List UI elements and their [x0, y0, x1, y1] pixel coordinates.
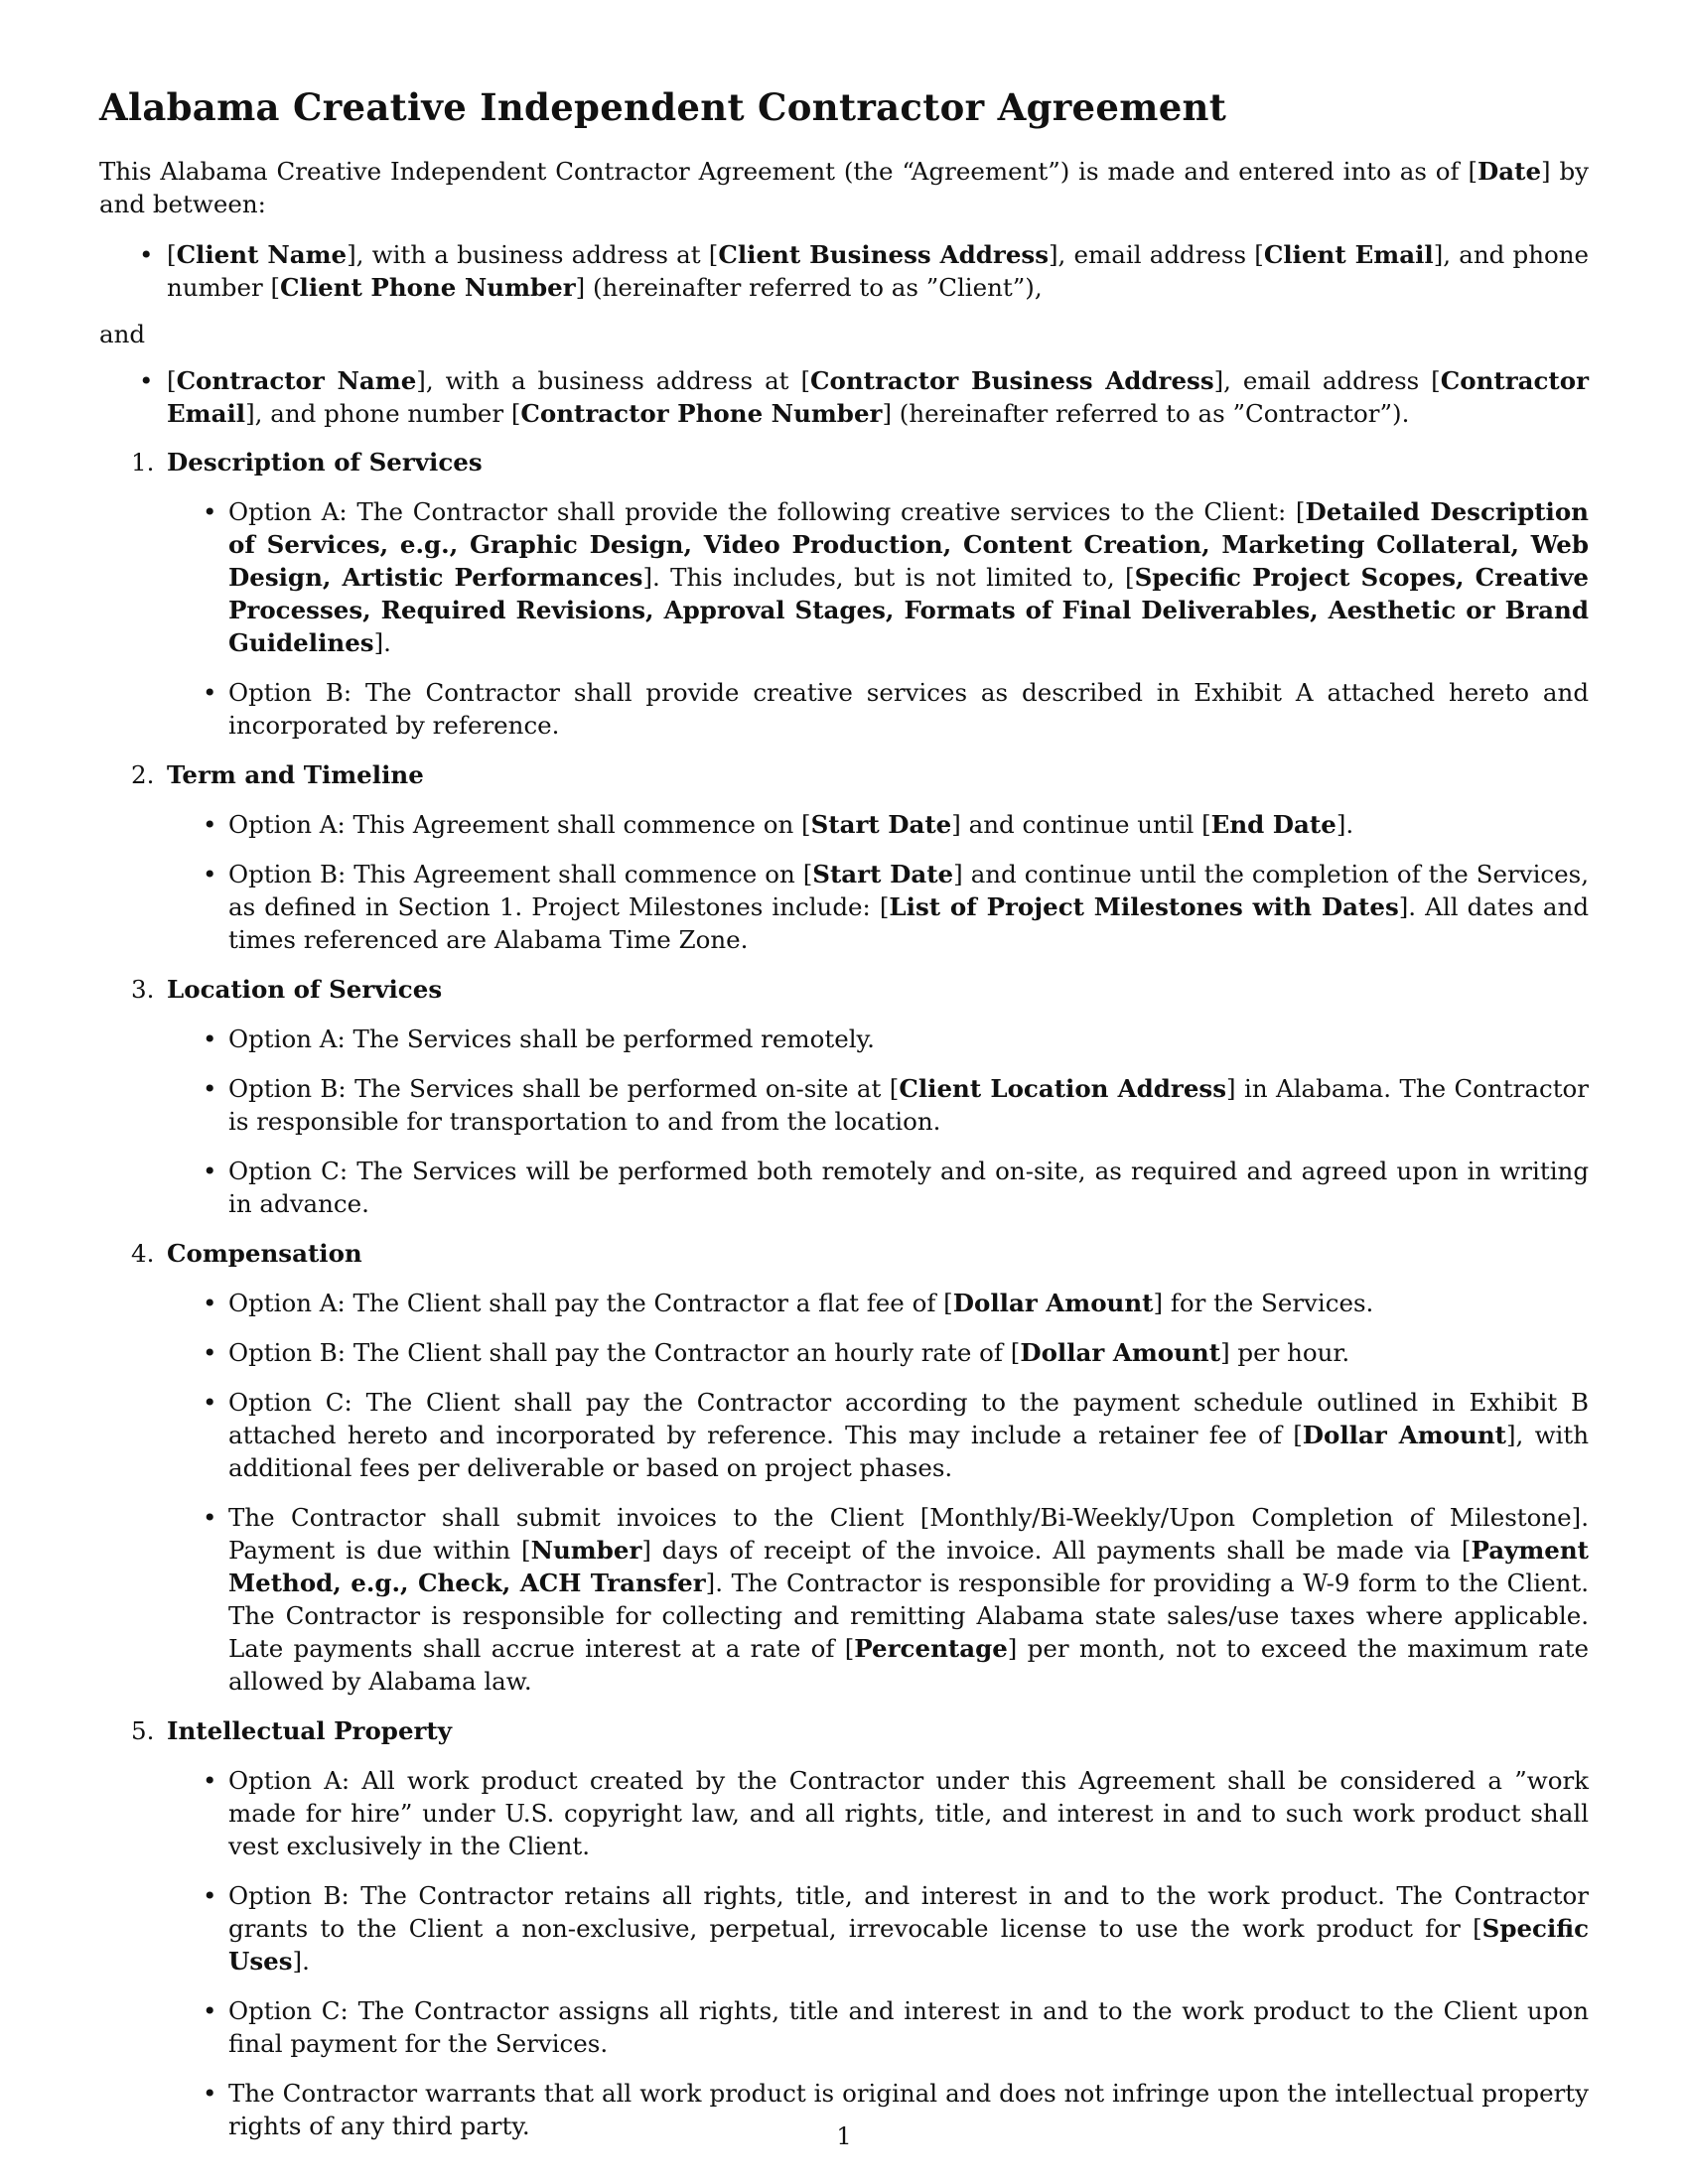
- sections-list: [99, 446, 1589, 2142]
- placeholder: End Date: [1210, 810, 1336, 839]
- placeholder-client-name: Client Name: [176, 240, 348, 269]
- option-item: [228, 495, 1589, 659]
- text: ] (hereinafter referred to as ”Client”),: [575, 273, 1043, 302]
- section-options: [167, 1023, 1589, 1220]
- section-term-and-timeline: [131, 758, 1589, 956]
- text: Option C: The Client shall pay the Contractor according to the payment schedule outlined in Exhibit B attached hereto and incorporated by reference. This may include a retainer fee of [: [228, 1388, 1589, 1449]
- section-options: [167, 1764, 1589, 2142]
- text: ] for the Services.: [1153, 1289, 1374, 1317]
- option-item: [228, 1386, 1589, 1484]
- text: Option B: This Agreement shall commence on [: [228, 860, 813, 888]
- option-item: [228, 1879, 1589, 1978]
- placeholder-contractor-email: Contractor Email: [167, 366, 1589, 428]
- text: ] by and between:: [99, 157, 1589, 218]
- option-item: [228, 858, 1589, 956]
- placeholder: Specific Project Scopes, Creative Processes, Required Revisions, Approval Stages, Formats of Final Deliverables, Aesthetic or Brand Guidelines: [228, 563, 1589, 657]
- section-compensation: [131, 1237, 1589, 1698]
- section-number: 4.: [131, 1239, 155, 1268]
- placeholder: Client Location Address: [899, 1074, 1226, 1103]
- text: ] per month, not to exceed the maximum rate allowed by Alabama law.: [228, 1634, 1589, 1696]
- text: ]. All dates and times referenced are Alabama Time Zone.: [228, 892, 1589, 954]
- text: ], and phone number [: [167, 240, 1590, 302]
- text: [: [167, 366, 177, 395]
- text: ], with a business address at [: [347, 240, 719, 269]
- text: [: [167, 240, 177, 269]
- section-number: 5.: [131, 1716, 155, 1745]
- text: ] (hereinafter referred to as ”Contractor”).: [882, 399, 1410, 428]
- section-options: [167, 808, 1589, 956]
- section-title: Compensation: [167, 1239, 362, 1268]
- placeholder: Number: [530, 1536, 642, 1565]
- option-item: • Option A: The Services shall be performed remotely.: [228, 1023, 1589, 1055]
- text: ]. The Contractor is responsible for providing a W-9 form to the Client. The Contractor is responsible for collecting and remitting Alabama state sales/use taxes where applicable. Late payments shall accrue interest at a rate of [: [228, 1569, 1589, 1663]
- option-item: [228, 1072, 1589, 1138]
- client-party-list: [99, 238, 1589, 304]
- option-item: [228, 1336, 1589, 1369]
- section-location-of-services: [131, 973, 1589, 1220]
- text: Option A: The Client shall pay the Contractor a flat fee of [: [228, 1289, 953, 1317]
- option-item: • Option C: The Contractor assigns all rights, title and interest in and to the work product to the Client upon final payment for the Services.: [228, 1994, 1589, 2060]
- text: ], with a business address at [: [416, 366, 811, 395]
- section-title: Intellectual Property: [167, 1716, 452, 1745]
- placeholder: Specific Uses: [228, 1914, 1589, 1976]
- section-description-of-services: [131, 446, 1589, 742]
- text: The Contractor shall submit invoices to the Client [Monthly/Bi-Weekly/Upon Completion of Milestone]. Payment is due within [: [228, 1503, 1589, 1565]
- text: Option B: The Services shall be performed on-site at [: [228, 1074, 900, 1103]
- text: ].: [373, 628, 391, 657]
- text: ]. This includes, but is not limited to, [: [642, 563, 1135, 592]
- placeholder: Start Date: [812, 860, 954, 888]
- page-number: 1: [836, 2122, 852, 2150]
- placeholder: Dollar Amount: [1020, 1338, 1221, 1367]
- placeholder: Dollar Amount: [952, 1289, 1154, 1317]
- text: ] and continue until [: [951, 810, 1211, 839]
- text: ] and continue until the completion of the Services, as defined in Section 1. Project Milestones include: [: [228, 860, 1589, 921]
- text: ], email address [: [1049, 240, 1264, 269]
- placeholder: Dollar Amount: [1302, 1421, 1506, 1449]
- contractor-party-item: [167, 364, 1589, 430]
- option-item: [228, 1501, 1589, 1698]
- text: ], email address [: [1213, 366, 1441, 395]
- text: ].: [292, 1947, 310, 1976]
- text: Option A: This Agreement shall commence on [: [228, 810, 811, 839]
- text: Option A: The Contractor shall provide the following creative services to the Client: [: [228, 497, 1306, 526]
- section-title: Description of Services: [167, 448, 483, 477]
- text: ] days of receipt of the invoice. All payments shall be made via [: [641, 1536, 1472, 1565]
- text: ] in Alabama. The Contractor is responsible for transportation to and from the location.: [228, 1074, 1589, 1136]
- section-number: 1.: [131, 448, 155, 477]
- document-page: [99, 85, 1589, 2159]
- placeholder-date: Date: [1477, 157, 1542, 186]
- option-item: [228, 808, 1589, 841]
- placeholder-client-address: Client Business Address: [718, 240, 1049, 269]
- section-title: Term and Timeline: [167, 760, 424, 789]
- option-item: • Option B: The Contractor shall provide creative services as described in Exhibit A attached hereto and incorporated by reference.: [228, 676, 1589, 742]
- text: ], and phone number [: [245, 399, 521, 428]
- placeholder: Start Date: [810, 810, 952, 839]
- contractor-party-list: [99, 364, 1589, 430]
- text: ], with additional fees per deliverable or based on project phases.: [228, 1421, 1589, 1482]
- section-options: [167, 1287, 1589, 1698]
- client-party-item: [167, 238, 1589, 304]
- placeholder: List of Project Milestones with Dates: [889, 892, 1399, 921]
- placeholder: Detailed Description of Services, e.g., Graphic Design, Video Production, Content Creation, Marketing Collateral, Web Design, Artistic Performances: [228, 497, 1589, 592]
- section-number: 2.: [131, 760, 155, 789]
- placeholder-client-phone: Client Phone Number: [280, 273, 576, 302]
- placeholder-contractor-phone: Contractor Phone Number: [520, 399, 883, 428]
- document-title: Alabama Creative Independent Contractor Agreement: [99, 85, 1227, 129]
- placeholder: Percentage: [854, 1634, 1008, 1663]
- text: ] per hour.: [1220, 1338, 1350, 1367]
- section-title: Location of Services: [167, 975, 443, 1004]
- section-number: 3.: [131, 975, 155, 1004]
- text: Option B: The Client shall pay the Contractor an hourly rate of [: [228, 1338, 1021, 1367]
- option-item: [228, 1287, 1589, 1319]
- placeholder-contractor-name: Contractor Name: [176, 366, 417, 395]
- and-connector: and: [99, 320, 146, 348]
- section-intellectual-property: [131, 1714, 1589, 2142]
- section-options: [167, 495, 1589, 742]
- intro-paragraph: [99, 155, 1589, 220]
- placeholder: Payment Method, e.g., Check, ACH Transfer: [228, 1536, 1589, 1597]
- option-item: • Option A: All work product created by the Contractor under this Agreement shall be considered a ”work made for hire” under U.S. copyright law, and all rights, title, and interest in and to such work product shall vest exclusively in the Client.: [228, 1764, 1589, 1862]
- placeholder-contractor-address: Contractor Business Address: [810, 366, 1214, 395]
- text: This Alabama Creative Independent Contractor Agreement (the “Agreement”) is made and entered into as of [: [99, 157, 1478, 186]
- placeholder-client-email: Client Email: [1263, 240, 1434, 269]
- option-item: • Option C: The Services will be performed both remotely and on-site, as required and agreed upon in writing in advance.: [228, 1155, 1589, 1220]
- option-item: • The Contractor warrants that all work product is original and does not infringe upon the intellectual property rights of any third party.: [228, 2077, 1589, 2142]
- text: ].: [1336, 810, 1354, 839]
- text: Option B: The Contractor retains all rights, title, and interest in and to the work product. The Contractor grants to the Client a non-exclusive, perpetual, irrevocable license to use the work product for [: [228, 1881, 1589, 1943]
